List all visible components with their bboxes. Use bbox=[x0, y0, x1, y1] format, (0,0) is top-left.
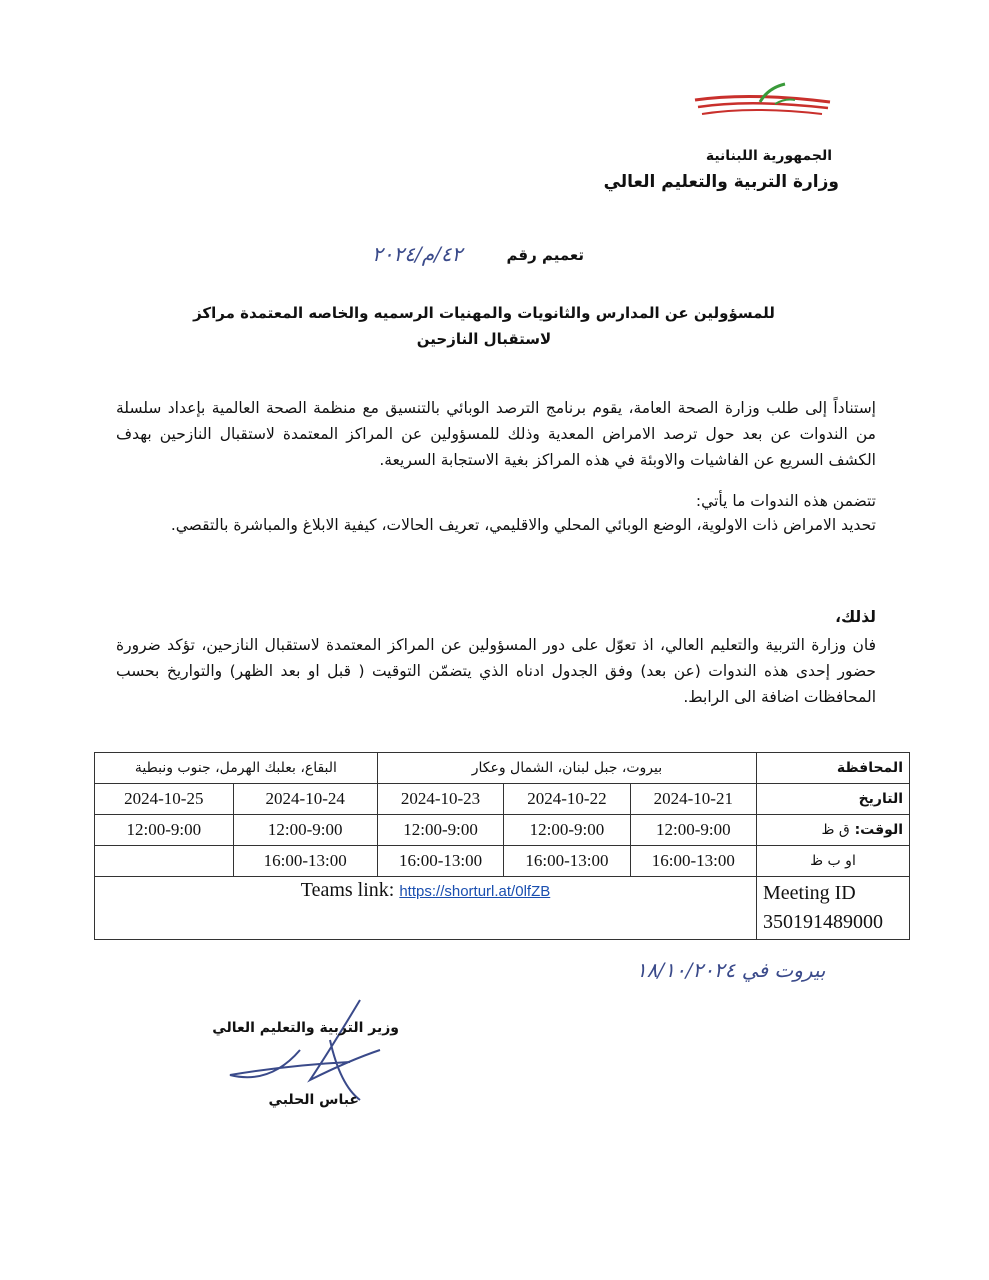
table-row bbox=[95, 784, 910, 815]
ministry-title: وزارة التربية والتعليم العالي bbox=[603, 172, 839, 192]
meeting-id-label: Meeting ID bbox=[763, 882, 856, 904]
date-cell: 2024-10-25 bbox=[95, 784, 234, 815]
time-cell: 12:00-9:00 bbox=[95, 815, 234, 846]
minister-name: عباس الحلبي bbox=[268, 1092, 359, 1108]
teams-link-cell bbox=[95, 877, 757, 940]
ministry-logo bbox=[690, 80, 840, 125]
time-cell: 16:00-13:00 bbox=[233, 846, 377, 877]
date-label: التاريخ bbox=[757, 784, 910, 815]
empty-cell bbox=[95, 846, 234, 877]
time-cell: 12:00-9:00 bbox=[504, 815, 630, 846]
time-sub-am: ق ظ bbox=[821, 822, 850, 838]
time-cell: 16:00-13:00 bbox=[504, 846, 630, 877]
teams-link[interactable]: https://shorturl.at/0lfZB bbox=[399, 883, 551, 900]
governorate-group-2: البقاع، بعلبك الهرمل، جنوب ونبطية bbox=[95, 753, 378, 784]
schedule-table bbox=[94, 752, 910, 940]
time-cell: 12:00-9:00 bbox=[630, 815, 756, 846]
time-sub-pm: او ب ظ bbox=[757, 846, 910, 877]
table-row bbox=[95, 877, 910, 940]
minister-title: وزير التربية والتعليم العالي bbox=[212, 1020, 399, 1036]
table-row bbox=[95, 846, 910, 877]
date-cell: 2024-10-21 bbox=[630, 784, 756, 815]
time-cell: 16:00-13:00 bbox=[630, 846, 756, 877]
meeting-id-cell bbox=[757, 877, 910, 940]
body-paragraph-1: إستناداً إلى طلب وزارة الصحة العامة، يقوم برنامج الترصد الوبائي بالتنسيق مع منظمة الصحة العالمية بإعداد سلسلة من الندوات عن بعد حول ترصد الامراض المعدية وذلك للمسؤولين عن المراكز المعتمدة لاستقبال النازحين بهدف الكشف السريع عن الفاشيات والاوبئة في هذه المراكز بغية الاستجابة السريعة. bbox=[116, 399, 876, 469]
meeting-id-value: 350191489000 bbox=[763, 911, 883, 933]
date-cell: 2024-10-23 bbox=[377, 784, 503, 815]
time-cell: 12:00-9:00 bbox=[377, 815, 503, 846]
therefore-heading: لذلك، bbox=[835, 608, 876, 626]
time-label: الوقت: bbox=[854, 822, 903, 838]
date-cell: 2024-10-22 bbox=[504, 784, 630, 815]
circular-label: تعميم رقم bbox=[506, 246, 584, 264]
body-paragraph-4: فان وزارة التربية والتعليم العالي، اذ تعوّل على دور المسؤولين عن المراكز المعتمدة لاستقبال النازحين، تؤكد ضرورة حضور إحدى هذه الندوات (عن بعد) وفق الجدول ادناه الذي يتضمّن التوقيت ( قبل او بعد الظهر) والتواريخ بحسب المحافظات اضافة الى الرابط. bbox=[116, 636, 876, 706]
table-row bbox=[95, 753, 910, 784]
handwritten-date: بيروت في ١٨/١٠/٢٠٢٤ bbox=[636, 958, 826, 982]
subject-line: للمسؤولين عن المدارس والثانويات والمهنيات الرسميه والخاصه المعتمدة مراكز لاستقبال النازحين bbox=[193, 304, 775, 348]
body-paragraph-2: تتضمن هذه الندوات ما يأتي: bbox=[695, 492, 876, 510]
republic-title: الجمهورية اللبنانية bbox=[705, 148, 832, 164]
table-row bbox=[95, 815, 910, 846]
time-cell: 16:00-13:00 bbox=[377, 846, 503, 877]
time-cell: 12:00-9:00 bbox=[233, 815, 377, 846]
date-cell: 2024-10-24 bbox=[233, 784, 377, 815]
circular-number: ٤٢/م/٢٠٢٤ bbox=[372, 242, 463, 266]
governorate-label: المحافظة bbox=[757, 753, 910, 784]
governorate-group-1: بيروت، جبل لبنان، الشمال وعكار bbox=[377, 753, 756, 784]
time-label-cell bbox=[757, 815, 910, 846]
teams-link-label: Teams link: bbox=[300, 879, 395, 901]
body-paragraph-3: تحديد الامراض ذات الاولوية، الوضع الوبائي المحلي والاقليمي، تعريف الحالات، كيفية الابلاغ والمباشرة بالتقصي. bbox=[170, 516, 876, 534]
